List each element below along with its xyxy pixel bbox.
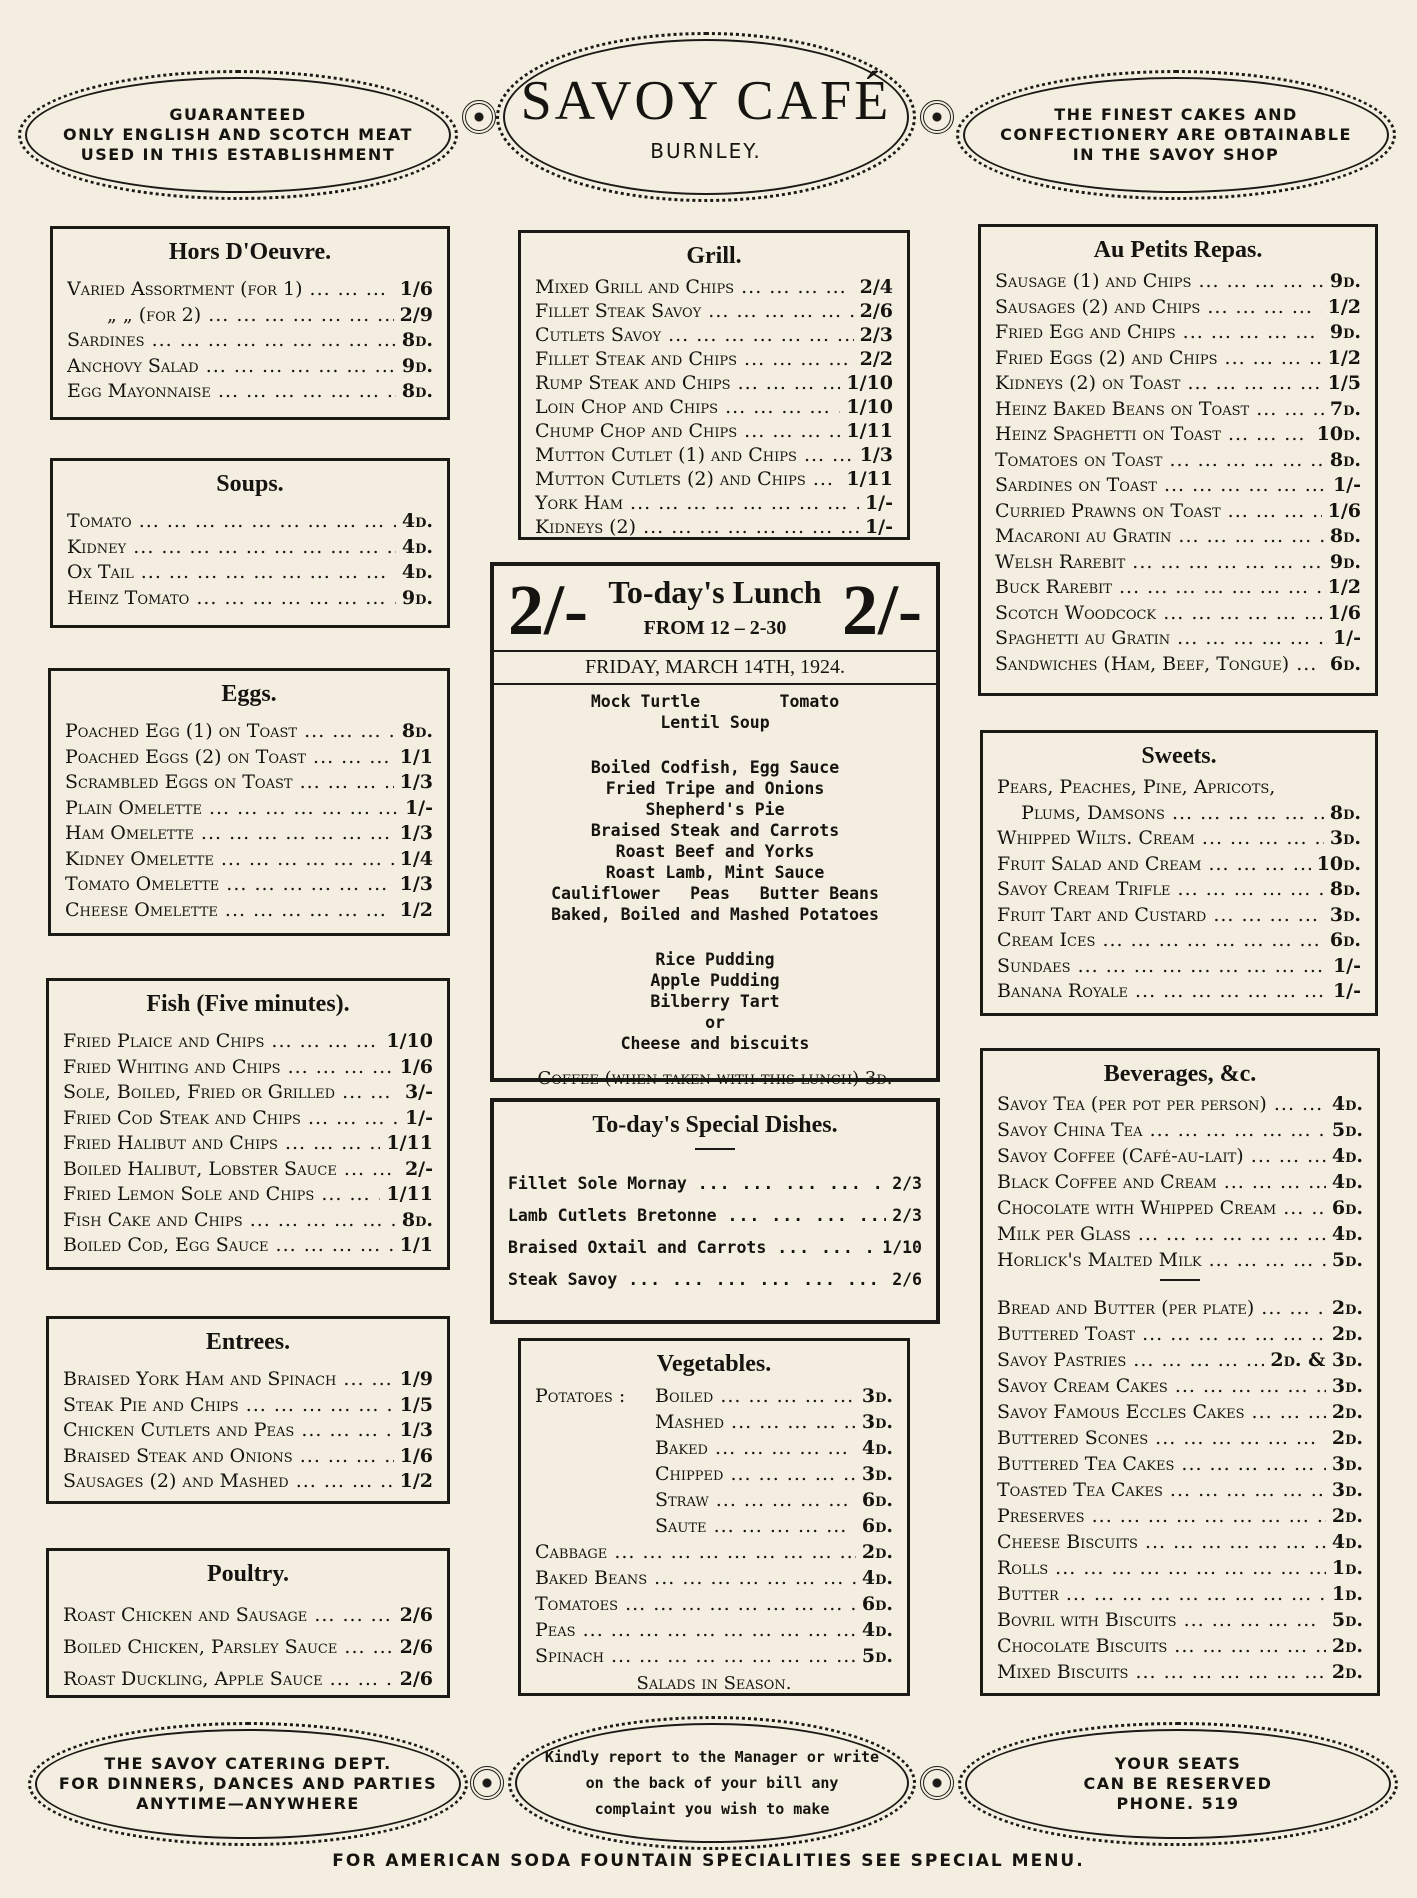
menu-item: Sausage (1) and Chips ... . 9d. xyxy=(995,269,1361,295)
menu-item: Rump Steak and Chips ... . 1/10 xyxy=(535,371,893,395)
section-title: Beverages, &c. xyxy=(1103,1061,1257,1087)
menu-item: Buck Rarebit ... . 1/2 xyxy=(995,575,1361,601)
menu-item: Peas ... . 4d. xyxy=(535,1617,893,1643)
menu-item: Steak Savoy ... . 2/6 xyxy=(508,1264,922,1296)
menu-item: Ham Omelette ... . 1/3 xyxy=(65,821,433,847)
menu-item: Savoy Coffee (Café-au-lait) ... . 4d. xyxy=(997,1143,1363,1169)
oval-line: FOR DINNERS, DANCES AND PARTIES xyxy=(58,1774,438,1793)
fish-section xyxy=(46,978,450,1270)
menu-item: Fillet Sole Mornay ... . 2/3 xyxy=(508,1168,922,1200)
menu-item: Savoy Cream Trifle ... . 8d. xyxy=(997,877,1361,903)
rosette-ornament-icon xyxy=(920,100,954,134)
menu-item: Sausages (2) and Chips ... . 1/2 xyxy=(995,295,1361,321)
oval-line: THE SAVOY CATERING DEPT. xyxy=(104,1754,392,1773)
menu-item: Curried Prawns on Toast ... . 1/6 xyxy=(995,499,1361,525)
menu-item: Savoy Tea (per pot per person) ... . 4d. xyxy=(997,1091,1363,1117)
lunch-course-item: Boiled Codfish, Egg Sauce xyxy=(590,758,840,777)
lunch-title: To-day's Lunch xyxy=(608,574,822,610)
menu-item: Steak Pie and Chips ... . 1/5 xyxy=(63,1393,433,1419)
reservations-oval xyxy=(958,1722,1398,1846)
grill-section xyxy=(518,230,910,540)
menu-item: Cabbage ... . 2d. xyxy=(535,1539,893,1565)
special-dishes-section xyxy=(490,1098,940,1324)
soups-section xyxy=(50,458,450,628)
menu-item: Fish Cake and Chips ... . 8d. xyxy=(63,1208,433,1234)
menu-item: Preserves ... . 2d. xyxy=(997,1503,1363,1529)
menu-item: Scrambled Eggs on Toast ... . 1/3 xyxy=(65,770,433,796)
menu-item: Fried Halibut and Chips ... . 1/11 xyxy=(63,1131,433,1157)
lunch-course-item: Shepherd's Pie xyxy=(645,800,785,819)
menu-item: Butter ... . 1d. xyxy=(997,1581,1363,1607)
menu-item: Fried Whiting and Chips ... . 1/6 xyxy=(63,1055,433,1081)
lunch-hours: FROM 12 – 2-30 xyxy=(643,617,787,639)
lunch-date: FRIDAY, MARCH 14TH, 1924. xyxy=(494,650,936,685)
menu-item: Mutton Cutlets (2) and Chips ... . 1/11 xyxy=(535,467,893,491)
lunch-course-item: or xyxy=(705,1013,725,1032)
menu-item: Spinach ... . 5d. xyxy=(535,1643,893,1669)
lunch-course-item: Bilberry Tart xyxy=(650,992,780,1011)
menu-item: Bovril with Biscuits ... . 5d. xyxy=(997,1607,1363,1633)
complaint-oval xyxy=(508,1716,916,1850)
lunch-course-item: Cheese and biscuits xyxy=(620,1034,810,1053)
oval-line: ANYTIME—ANYWHERE xyxy=(136,1794,360,1813)
lunch-price-left: 2/- xyxy=(508,570,588,650)
divider xyxy=(1160,1279,1200,1281)
menu-item: Fried Lemon Sole and Chips ... . 1/11 xyxy=(63,1182,433,1208)
menu-item: Fillet Steak Savoy ... . 2/6 xyxy=(535,299,893,323)
menu-item: Milk per Glass ... . 4d. xyxy=(997,1221,1363,1247)
menu-item: Tomato Omelette ... . 1/3 xyxy=(65,872,433,898)
rosette-ornament-icon xyxy=(920,1766,954,1800)
menu-item: Scotch Woodcock ... . 1/6 xyxy=(995,601,1361,627)
lunch-courses xyxy=(508,691,922,1054)
section-title: Hors D'Oeuvre. xyxy=(168,239,332,265)
lunch-coffee-note: Coffee (when taken with this lunch) 3d. xyxy=(537,1068,893,1089)
section-title: Grill. xyxy=(686,243,742,269)
menu-item: Fruit Tart and Custard ... . 3d. xyxy=(997,903,1361,929)
menu-item: Sandwiches (Ham, Beef, Tongue) ... . 6d. xyxy=(995,652,1361,678)
section-title: Au Petits Repas. xyxy=(1093,237,1263,263)
vegetables-section xyxy=(518,1338,910,1696)
oval-line: Kindly report to the Manager or write xyxy=(544,1748,880,1766)
menu-item: Welsh Rarebit ... . 9d. xyxy=(995,550,1361,576)
section-title: Entrees. xyxy=(205,1329,291,1355)
oval-line: CONFECTIONERY ARE OBTAINABLE xyxy=(1000,125,1352,144)
oval-line: PHONE. 519 xyxy=(1116,1794,1240,1813)
salads-note: Salads in Season. xyxy=(636,1673,792,1694)
menu-item: „ „ (for 2) ... . 2/9 xyxy=(67,303,433,329)
menu-item: Kidney Omelette ... . 1/4 xyxy=(65,847,433,873)
rosette-ornament-icon xyxy=(462,100,496,134)
lunch-course-item: Fried Tripe and Onions xyxy=(605,779,825,798)
menu-item: Mixed Biscuits ... . 2d. xyxy=(997,1659,1363,1685)
beverages-section xyxy=(980,1048,1380,1696)
menu-item: Cutlets Savoy ... . 2/3 xyxy=(535,323,893,347)
section-title: Fish (Five minutes). xyxy=(146,991,350,1017)
eggs-section xyxy=(48,668,450,936)
menu-item: Cheese Omelette ... . 1/2 xyxy=(65,898,433,924)
menu-item: Varied Assortment (for 1) ... . 1/6 xyxy=(67,277,433,303)
menu-item: Buttered Tea Cakes ... . 3d. xyxy=(997,1451,1363,1477)
menu-item: Spaghetti au Gratin ... . 1/- xyxy=(995,626,1361,652)
poultry-section xyxy=(46,1548,450,1698)
menu-item: Sardines on Toast ... . 1/- xyxy=(995,473,1361,499)
menu-item: Macaroni au Gratin ... . 8d. xyxy=(995,524,1361,550)
menu-item: Cream Ices ... . 6d. xyxy=(997,928,1361,954)
menu-item: Anchovy Salad ... . 9d. xyxy=(67,354,433,380)
menu-item: Fried Plaice and Chips ... . 1/10 xyxy=(63,1029,433,1055)
lunch-course-item: Lentil Soup xyxy=(660,713,770,732)
hors-doeuvre-section xyxy=(50,226,450,420)
lunch-course-item: Apple Pudding xyxy=(650,971,780,990)
cakes-shop-oval xyxy=(956,70,1396,200)
menu-item: York Ham ... . 1/- xyxy=(535,491,893,515)
menu-item: Braised York Ham and Spinach ... . 1/9 xyxy=(63,1367,433,1393)
menu-item: Roast Chicken and Sausage ... . 2/6 xyxy=(63,1599,433,1631)
menu-item: Fried Eggs (2) and Chips ... . 1/2 xyxy=(995,346,1361,372)
menu-item: Savoy Famous Eccles Cakes ... . 2d. xyxy=(997,1399,1363,1425)
divider xyxy=(695,1148,735,1150)
menu-item: Plums, Damsons ... . 8d. xyxy=(997,801,1361,827)
menu-item: Lamb Cutlets Bretonne ... . 2/3 xyxy=(508,1200,922,1232)
menu-item: Chicken Cutlets and Peas ... . 1/3 xyxy=(63,1418,433,1444)
section-title: Sweets. xyxy=(1141,743,1217,769)
petits-repas-section xyxy=(978,224,1378,696)
menu-item: Boiled Cod, Egg Sauce ... . 1/1 xyxy=(63,1233,433,1259)
potatoes-label: Potatoes : xyxy=(535,1385,626,1407)
oval-line: USED IN THIS ESTABLISHMENT xyxy=(80,145,396,164)
menu-item: Banana Royale ... . 1/- xyxy=(997,979,1361,1005)
menu-item: Tomato ... . 4d. xyxy=(67,509,433,535)
menu-item: Heinz Baked Beans on Toast ... . 7d. xyxy=(995,397,1361,423)
lunch-course-item: Roast Lamb, Mint Sauce xyxy=(605,863,825,882)
menu-item: Fried Egg and Chips ... . 9d. xyxy=(995,320,1361,346)
menu-item: Mixed Grill and Chips ... . 2/4 xyxy=(535,275,893,299)
menu-item: Braised Steak and Onions ... . 1/6 xyxy=(63,1444,433,1470)
menu-item: Boiled Chicken, Parsley Sauce ... . 2/6 xyxy=(63,1631,433,1663)
menu-item: Straw ... . 6d. xyxy=(535,1487,893,1513)
menu-item: Chocolate Biscuits ... . 2d. xyxy=(997,1633,1363,1659)
menu-item: Sundaes ... . 1/- xyxy=(997,954,1361,980)
oval-line: CAN BE RESERVED xyxy=(1083,1774,1273,1793)
oval-line: complaint you wish to make xyxy=(594,1800,830,1818)
rosette-ornament-icon xyxy=(470,1766,504,1800)
menu-item: Mutton Cutlet (1) and Chips ... . 1/3 xyxy=(535,443,893,467)
footer-note: FOR AMERICAN SODA FOUNTAIN SPECIALITIES SEE SPECIAL MENU. xyxy=(332,1851,1085,1871)
section-title: Eggs. xyxy=(221,681,277,707)
menu-item: Kidney ... . 4d. xyxy=(67,535,433,561)
section-title: Soups. xyxy=(216,471,284,497)
lunch-header xyxy=(508,570,922,650)
menu-item: Savoy Pastries ... . 2d. & 3d. xyxy=(997,1347,1363,1373)
menu-item: Saute ... . 6d. xyxy=(535,1513,893,1539)
town-name: BURNLEY. xyxy=(650,139,762,163)
entrees-section xyxy=(46,1316,450,1504)
menu-item: Tomatoes ... . 6d. xyxy=(535,1591,893,1617)
title-oval xyxy=(496,32,916,202)
menu-item: Buttered Toast ... . 2d. xyxy=(997,1321,1363,1347)
menu-item: Loin Chop and Chips ... . 1/10 xyxy=(535,395,893,419)
menu-item: Black Coffee and Cream ... . 4d. xyxy=(997,1169,1363,1195)
lunch-course-item: Cauliflower Peas Butter Beans xyxy=(551,884,879,903)
lunch-price-right: 2/- xyxy=(842,570,922,650)
lunch-course-item: Rice Pudding xyxy=(655,950,775,969)
menu-item: Heinz Tomato ... . 9d. xyxy=(67,586,433,612)
menu-item: Poached Eggs (2) on Toast ... . 1/1 xyxy=(65,745,433,771)
lunch-course-item: Roast Beef and Yorks xyxy=(615,842,815,861)
menu-item: Horlick's Malted Milk ... . 5d. xyxy=(997,1247,1363,1273)
menu-item: Mashed ... . 3d. xyxy=(535,1409,893,1435)
sweets-section xyxy=(980,730,1378,1016)
section-title: Poultry. xyxy=(207,1561,289,1587)
todays-lunch-section xyxy=(490,562,940,1089)
lunch-course-item: Braised Steak and Carrots xyxy=(590,821,840,840)
menu-item: Chump Chop and Chips ... . 1/11 xyxy=(535,419,893,443)
oval-line: GUARANTEED xyxy=(169,105,307,124)
menu-item: Kidneys (2) ... . 1/- xyxy=(535,515,893,539)
lunch-course-item: Baked, Boiled and Mashed Potatoes xyxy=(551,905,879,924)
menu-item: Sole, Boiled, Fried or Grilled ... . 3/- xyxy=(63,1080,433,1106)
menu-item: Toasted Tea Cakes ... . 3d. xyxy=(997,1477,1363,1503)
oval-line: IN THE SAVOY SHOP xyxy=(1072,145,1280,164)
section-title: To-day's Special Dishes. xyxy=(592,1112,838,1138)
menu-item: Potatoes : Boiled ... . 3d. xyxy=(535,1383,893,1409)
menu-item: Tomatoes on Toast ... . 8d. xyxy=(995,448,1361,474)
menu-item: Baked Beans ... . 4d. xyxy=(535,1565,893,1591)
page-title: SAVOY CAFÉ xyxy=(520,70,892,132)
menu-item: Sausages (2) and Mashed ... . 1/2 xyxy=(63,1469,433,1495)
menu-item: Chipped ... . 3d. xyxy=(535,1461,893,1487)
menu-item: Savoy Cream Cakes ... . 3d. xyxy=(997,1373,1363,1399)
menu-item: Egg Mayonnaise ... . 8d. xyxy=(67,379,433,405)
menu-item: Poached Egg (1) on Toast ... . 8d. xyxy=(65,719,433,745)
menu-item: Fruit Salad and Cream ... . 10d. xyxy=(997,852,1361,878)
menu-item: Rolls ... . 1d. xyxy=(997,1555,1363,1581)
menu-item: Cheese Biscuits ... . 4d. xyxy=(997,1529,1363,1555)
menu-item: Sardines ... . 8d. xyxy=(67,328,433,354)
menu-item: Chocolate with Whipped Cream ... . 6d. xyxy=(997,1195,1363,1221)
menu-item: Buttered Scones ... . 2d. xyxy=(997,1425,1363,1451)
menu-item: Kidneys (2) on Toast ... . 1/5 xyxy=(995,371,1361,397)
section-title: Vegetables. xyxy=(656,1351,772,1377)
lunch-course-item: Mock Turtle Tomato xyxy=(590,692,840,711)
catering-oval xyxy=(28,1722,468,1846)
meat-guarantee-oval xyxy=(18,70,458,200)
menu-item: Plain Omelette ... . 1/- xyxy=(65,796,433,822)
menu-item: Roast Duckling, Apple Sauce ... . 2/6 xyxy=(63,1663,433,1695)
oval-line: ONLY ENGLISH AND SCOTCH MEAT xyxy=(63,125,413,144)
oval-line: YOUR SEATS xyxy=(1114,1754,1242,1773)
menu-item: Whipped Wilts. Cream ... . 3d. xyxy=(997,826,1361,852)
oval-line: on the back of your bill any xyxy=(585,1774,839,1792)
menu-item: Fillet Steak and Chips ... . 2/2 xyxy=(535,347,893,371)
menu-item: Boiled Halibut, Lobster Sauce ... . 2/- xyxy=(63,1157,433,1183)
menu-item: Braised Oxtail and Carrots ... . 1/10 xyxy=(508,1232,922,1264)
menu-item: Pears, Peaches, Pine, Apricots, xyxy=(997,776,1276,798)
oval-line: THE FINEST CAKES AND xyxy=(1054,105,1298,124)
menu-item: Heinz Spaghetti on Toast ... . 10d. xyxy=(995,422,1361,448)
menu-item: Baked ... . 4d. xyxy=(535,1435,893,1461)
menu-item: Fried Cod Steak and Chips ... . 1/- xyxy=(63,1106,433,1132)
menu-item: Savoy China Tea ... . 5d. xyxy=(997,1117,1363,1143)
menu-item: Bread and Butter (per plate) ... . 2d. xyxy=(997,1295,1363,1321)
menu-item: Ox Tail ... . 4d. xyxy=(67,560,433,586)
